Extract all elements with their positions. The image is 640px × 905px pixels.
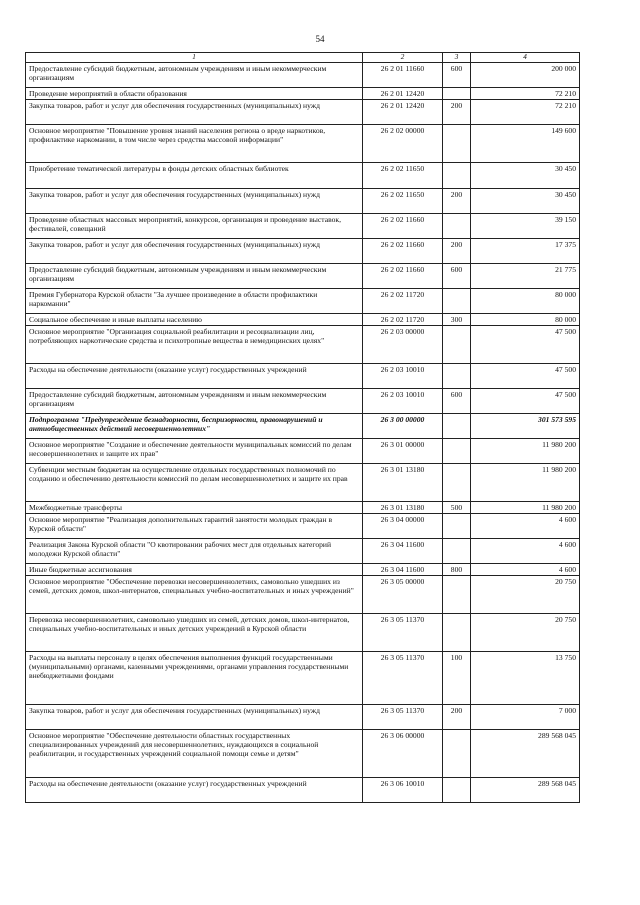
table-header-row — [26, 53, 580, 63]
row-amount: 7 000 — [471, 705, 580, 730]
row-amount: 149 600 — [471, 125, 580, 163]
table-row — [26, 364, 580, 389]
row-expense-type — [443, 439, 471, 464]
table-row — [26, 414, 580, 439]
row-code: 26 2 02 11660 — [363, 239, 443, 264]
table-row — [26, 289, 580, 314]
row-name: Закупка товаров, работ и услуг для обеспечения государственных (муниципальных) нужд — [26, 239, 363, 264]
row-code: 26 3 06 00000 — [363, 730, 443, 778]
row-amount: 47 500 — [471, 326, 580, 364]
row-code: 26 3 00 00000 — [363, 414, 443, 439]
row-code: 26 2 02 11720 — [363, 289, 443, 314]
table-row — [26, 778, 580, 803]
row-code: 26 2 02 00000 — [363, 125, 443, 163]
row-expense-type: 600 — [443, 389, 471, 414]
row-amount: 13 750 — [471, 652, 580, 705]
row-name: Межбюджетные трансферты — [26, 502, 363, 514]
row-amount: 4 600 — [471, 514, 580, 539]
row-name: Перевозка несовершеннолетних, самовольно ушедших из семей, детских домов, школ-интернатов, специальных учебно-воспитательных и иных детских учреждений в Курской области — [26, 614, 363, 652]
row-amount: 11 980 200 — [471, 464, 580, 502]
row-code: 26 3 04 11600 — [363, 539, 443, 564]
table-row — [26, 439, 580, 464]
table-row — [26, 576, 580, 614]
row-code: 26 2 03 10010 — [363, 389, 443, 414]
row-name: Проведение областных массовых мероприятий, конкурсов, организация и проведение выставок, фестивалей, совещаний — [26, 214, 363, 239]
row-code: 26 2 01 12420 — [363, 88, 443, 100]
row-expense-type: 100 — [443, 652, 471, 705]
row-amount: 80 000 — [471, 289, 580, 314]
table-row — [26, 614, 580, 652]
row-expense-type — [443, 464, 471, 502]
row-amount: 72 210 — [471, 100, 580, 125]
row-expense-type — [443, 214, 471, 239]
row-name: Проведение мероприятий в области образования — [26, 88, 363, 100]
row-code: 26 3 01 00000 — [363, 439, 443, 464]
row-name: Приобретение тематической литературы в фонды детских областных библиотек — [26, 163, 363, 189]
header-col-4: 4 — [471, 53, 580, 63]
row-name: Предоставление субсидий бюджетным, автономным учреждениям и иным некоммерческим организациям — [26, 389, 363, 414]
row-code: 26 3 06 10010 — [363, 778, 443, 803]
row-code: 26 3 01 13180 — [363, 502, 443, 514]
row-code: 26 3 05 11370 — [363, 652, 443, 705]
table-row — [26, 189, 580, 214]
row-expense-type — [443, 730, 471, 778]
row-name: Предоставление субсидий бюджетным, автономным учреждениям и иным некоммерческим организациям — [26, 63, 363, 88]
table-row — [26, 389, 580, 414]
row-expense-type — [443, 326, 471, 364]
row-code: 26 3 01 13180 — [363, 464, 443, 502]
table-row — [26, 652, 580, 705]
header-col-3: 3 — [443, 53, 471, 63]
table-row — [26, 514, 580, 539]
row-amount: 301 573 595 — [471, 414, 580, 439]
row-expense-type — [443, 364, 471, 389]
row-name: Закупка товаров, работ и услуг для обеспечения государственных (муниципальных) нужд — [26, 705, 363, 730]
row-name: Основное мероприятие "Повышение уровня знаний населения региона о вреде наркотиков, профилактике наркомании, в том числе через средства массовой информации" — [26, 125, 363, 163]
row-amount: 20 750 — [471, 576, 580, 614]
row-amount: 30 450 — [471, 163, 580, 189]
row-amount: 47 500 — [471, 389, 580, 414]
row-amount: 80 000 — [471, 314, 580, 326]
row-amount: 47 500 — [471, 364, 580, 389]
row-expense-type — [443, 163, 471, 189]
table-row — [26, 100, 580, 125]
row-name: Основное мероприятие "Обеспечение перевозки несовершеннолетних, самовольно ушедших из семей, детских домов, школ-интернатов, специальных учебно-воспитательных и иных учреждений" — [26, 576, 363, 614]
row-expense-type: 200 — [443, 100, 471, 125]
table-row — [26, 326, 580, 364]
row-amount: 11 980 200 — [471, 439, 580, 464]
row-name: Основное мероприятие "Создание и обеспечение деятельности муниципальных комиссий по делам несовершеннолетних и защите их прав" — [26, 439, 363, 464]
row-expense-type: 200 — [443, 705, 471, 730]
row-code: 26 2 01 12420 — [363, 100, 443, 125]
row-expense-type — [443, 88, 471, 100]
row-name: Основное мероприятие "Обеспечение деятельности областных государственных специализированных учреждений для несовершеннолетних, нуждающихся в социальной реабилитации, и государственных учреждений социальной помощи семье и детям" — [26, 730, 363, 778]
row-amount: 20 750 — [471, 614, 580, 652]
row-name: Иные бюджетные ассигнования — [26, 564, 363, 576]
table-row — [26, 163, 580, 189]
row-code: 26 3 05 11370 — [363, 614, 443, 652]
row-code: 26 3 04 00000 — [363, 514, 443, 539]
row-expense-type: 600 — [443, 63, 471, 88]
row-amount: 4 600 — [471, 564, 580, 576]
row-name: Основное мероприятие "Организация социальной реабилитации и ресоциализации лиц, потребляющих наркотические средства и психотропные вещества в немедицинских целях" — [26, 326, 363, 364]
row-name: Основное мероприятие "Реализация дополнительных гарантий занятости молодых граждан в Курской области" — [26, 514, 363, 539]
row-expense-type — [443, 414, 471, 439]
row-expense-type: 500 — [443, 502, 471, 514]
row-expense-type — [443, 576, 471, 614]
table-row — [26, 314, 580, 326]
table-row — [26, 125, 580, 163]
row-expense-type: 200 — [443, 239, 471, 264]
row-code: 26 2 01 11660 — [363, 63, 443, 88]
row-amount: 289 568 045 — [471, 778, 580, 803]
row-amount: 21 775 — [471, 264, 580, 289]
table-row — [26, 214, 580, 239]
row-name: Реализация Закона Курской области "О квотировании рабочих мест для отдельных категорий молодежи Курской области" — [26, 539, 363, 564]
table-row — [26, 63, 580, 88]
row-code: 26 2 02 11650 — [363, 189, 443, 214]
row-code: 26 3 04 11600 — [363, 564, 443, 576]
table-row — [26, 502, 580, 514]
row-code: 26 2 02 11650 — [363, 163, 443, 189]
row-name: Субвенции местным бюджетам на осуществление отдельных государственных полномочий по созданию и обеспечению деятельности комиссий по делам несовершеннолетних и защите их прав — [26, 464, 363, 502]
row-name: Подпрограмма "Предупреждение безнадзорности, беспризорности, правонарушений и антиобщественных действий несовершеннолетних" — [26, 414, 363, 439]
row-expense-type — [443, 539, 471, 564]
row-expense-type — [443, 778, 471, 803]
row-code: 26 3 05 11370 — [363, 705, 443, 730]
row-expense-type: 300 — [443, 314, 471, 326]
table-row — [26, 464, 580, 502]
table-row — [26, 539, 580, 564]
row-expense-type — [443, 514, 471, 539]
row-amount: 72 210 — [471, 88, 580, 100]
row-amount: 4 600 — [471, 539, 580, 564]
row-expense-type — [443, 614, 471, 652]
row-code: 26 2 02 11660 — [363, 264, 443, 289]
table-row — [26, 564, 580, 576]
row-expense-type — [443, 125, 471, 163]
row-amount: 200 000 — [471, 63, 580, 88]
table-row — [26, 239, 580, 264]
row-code: 26 3 05 00000 — [363, 576, 443, 614]
row-name: Расходы на выплаты персоналу в целях обеспечения выполнения функций государственными (муниципальными) органами, казенными учреждениями, органами управления государственными внебюджетными фондами — [26, 652, 363, 705]
row-amount: 39 150 — [471, 214, 580, 239]
row-expense-type: 800 — [443, 564, 471, 576]
row-code: 26 2 02 11720 — [363, 314, 443, 326]
row-name: Закупка товаров, работ и услуг для обеспечения государственных (муниципальных) нужд — [26, 100, 363, 125]
row-name: Премия Губернатора Курской области "За лучшее произведение в области профилактики наркомании" — [26, 289, 363, 314]
row-code: 26 2 02 11660 — [363, 214, 443, 239]
row-name: Предоставление субсидий бюджетным, автономным учреждениям и иным некоммерческим организациям — [26, 264, 363, 289]
row-amount: 17 375 — [471, 239, 580, 264]
table-row — [26, 705, 580, 730]
row-expense-type — [443, 289, 471, 314]
row-name: Расходы на обеспечение деятельности (оказание услуг) государственных учреждений — [26, 778, 363, 803]
row-code: 26 2 03 00000 — [363, 326, 443, 364]
table-row — [26, 730, 580, 778]
table-body — [26, 53, 580, 803]
header-col-2: 2 — [363, 53, 443, 63]
table-row — [26, 88, 580, 100]
row-amount: 289 568 045 — [471, 730, 580, 778]
row-amount: 11 980 200 — [471, 502, 580, 514]
row-name: Расходы на обеспечение деятельности (оказание услуг) государственных учреждений — [26, 364, 363, 389]
header-col-1: 1 — [26, 53, 363, 63]
row-name: Социальное обеспечение и иные выплаты населению — [26, 314, 363, 326]
row-expense-type: 600 — [443, 264, 471, 289]
row-expense-type: 200 — [443, 189, 471, 214]
row-name: Закупка товаров, работ и услуг для обеспечения государственных (муниципальных) нужд — [26, 189, 363, 214]
row-code: 26 2 03 10010 — [363, 364, 443, 389]
budget-table — [25, 52, 580, 803]
page-number: 54 — [315, 34, 325, 44]
table-row — [26, 264, 580, 289]
row-amount: 30 450 — [471, 189, 580, 214]
